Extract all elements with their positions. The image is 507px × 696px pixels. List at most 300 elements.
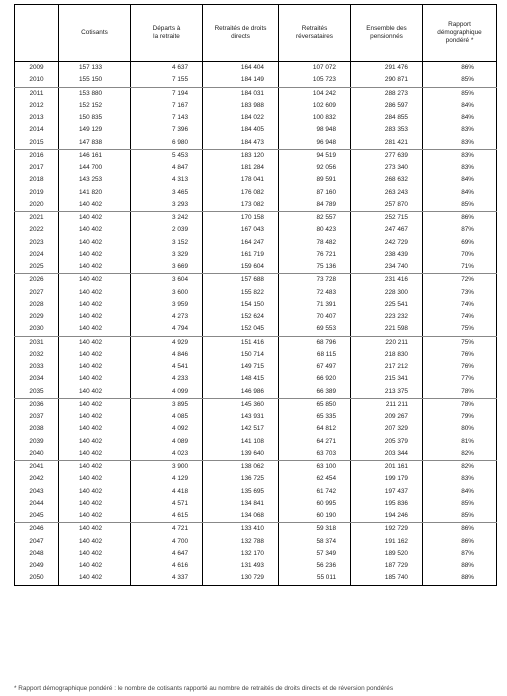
cell-retraites-droits-directs: 155 822 <box>203 287 279 299</box>
table-row <box>15 473 497 485</box>
cell-departs: 3 242 <box>131 212 203 225</box>
cell-cotisants: 140 402 <box>59 299 131 311</box>
cell-cotisants: 140 402 <box>59 498 131 510</box>
cell-ensemble-pensionnes: 291 476 <box>351 62 423 75</box>
cell-cotisants: 153 880 <box>59 87 131 100</box>
cell-year: 2035 <box>15 386 59 399</box>
cell-cotisants: 140 402 <box>59 274 131 287</box>
cell-departs: 4 616 <box>131 560 203 572</box>
cell-cotisants: 140 402 <box>59 448 131 461</box>
cell-rapport-demographique: 85% <box>423 510 497 523</box>
cell-departs: 4 129 <box>131 473 203 485</box>
cell-departs: 3 604 <box>131 274 203 287</box>
cell-departs: 4 647 <box>131 548 203 560</box>
table-row <box>15 373 497 385</box>
cell-departs: 6 980 <box>131 137 203 150</box>
cell-retraites-droits-directs: 131 493 <box>203 560 279 572</box>
cell-retraites-droits-directs: 134 841 <box>203 498 279 510</box>
cell-retraites-droits-directs: 184 149 <box>203 74 279 87</box>
cell-retraites-reversataires: 75 136 <box>279 261 351 274</box>
cell-retraites-reversataires: 73 728 <box>279 274 351 287</box>
cell-retraites-droits-directs: 135 695 <box>203 486 279 498</box>
cell-departs: 3 329 <box>131 249 203 261</box>
cell-year: 2048 <box>15 548 59 560</box>
cell-cotisants: 140 402 <box>59 323 131 336</box>
cell-ensemble-pensionnes: 194 246 <box>351 510 423 523</box>
cell-rapport-demographique: 69% <box>423 237 497 249</box>
cell-retraites-reversataires: 68 796 <box>279 336 351 349</box>
cell-retraites-droits-directs: 184 022 <box>203 112 279 124</box>
cell-retraites-reversataires: 89 591 <box>279 174 351 186</box>
cell-retraites-droits-directs: 157 688 <box>203 274 279 287</box>
cell-year: 2012 <box>15 100 59 112</box>
cell-rapport-demographique: 83% <box>423 162 497 174</box>
table-row <box>15 461 497 474</box>
cell-rapport-demographique: 81% <box>423 436 497 448</box>
cell-retraites-reversataires: 107 072 <box>279 62 351 75</box>
cell-retraites-droits-directs: 132 788 <box>203 536 279 548</box>
cell-ensemble-pensionnes: 231 416 <box>351 274 423 287</box>
cell-rapport-demographique: 85% <box>423 199 497 212</box>
table-row <box>15 174 497 186</box>
header-cotisants: Cotisants <box>59 5 131 62</box>
cell-year: 2046 <box>15 523 59 536</box>
cell-departs: 4 637 <box>131 62 203 75</box>
cell-retraites-reversataires: 62 454 <box>279 473 351 485</box>
table-row <box>15 261 497 274</box>
cell-departs: 7 396 <box>131 124 203 136</box>
table-row <box>15 149 497 162</box>
cell-year: 2025 <box>15 261 59 274</box>
cell-retraites-droits-directs: 141 108 <box>203 436 279 448</box>
cell-cotisants: 140 402 <box>59 212 131 225</box>
cell-departs: 4 099 <box>131 386 203 399</box>
cell-retraites-droits-directs: 136 725 <box>203 473 279 485</box>
cell-ensemble-pensionnes: 209 267 <box>351 411 423 423</box>
table-row <box>15 199 497 212</box>
cell-year: 2013 <box>15 112 59 124</box>
cell-rapport-demographique: 88% <box>423 560 497 572</box>
cell-retraites-droits-directs: 183 120 <box>203 149 279 162</box>
cell-departs: 5 453 <box>131 149 203 162</box>
cell-rapport-demographique: 80% <box>423 423 497 435</box>
table-row <box>15 287 497 299</box>
cell-ensemble-pensionnes: 207 329 <box>351 423 423 435</box>
cell-ensemble-pensionnes: 205 379 <box>351 436 423 448</box>
cell-retraites-reversataires: 56 236 <box>279 560 351 572</box>
table-row <box>15 100 497 112</box>
table-row <box>15 137 497 150</box>
table-row <box>15 212 497 225</box>
cell-rapport-demographique: 78% <box>423 386 497 399</box>
cell-retraites-reversataires: 58 374 <box>279 536 351 548</box>
table-row <box>15 572 497 585</box>
cell-rapport-demographique: 86% <box>423 536 497 548</box>
cell-rapport-demographique: 84% <box>423 100 497 112</box>
cell-rapport-demographique: 88% <box>423 572 497 585</box>
table-row <box>15 386 497 399</box>
cell-retraites-droits-directs: 181 284 <box>203 162 279 174</box>
cell-ensemble-pensionnes: 286 597 <box>351 100 423 112</box>
cell-rapport-demographique: 83% <box>423 137 497 150</box>
cell-rapport-demographique: 84% <box>423 187 497 199</box>
cell-retraites-reversataires: 66 920 <box>279 373 351 385</box>
cell-ensemble-pensionnes: 199 179 <box>351 473 423 485</box>
table-body <box>15 62 497 586</box>
cell-rapport-demographique: 78% <box>423 398 497 411</box>
cell-retraites-droits-directs: 173 082 <box>203 199 279 212</box>
table-row <box>15 323 497 336</box>
cell-ensemble-pensionnes: 283 353 <box>351 124 423 136</box>
cell-ensemble-pensionnes: 185 740 <box>351 572 423 585</box>
cell-year: 2023 <box>15 237 59 249</box>
cell-cotisants: 140 402 <box>59 436 131 448</box>
cell-retraites-reversataires: 70 407 <box>279 311 351 323</box>
cell-departs: 7 194 <box>131 87 203 100</box>
cell-ensemble-pensionnes: 197 437 <box>351 486 423 498</box>
cell-cotisants: 155 150 <box>59 74 131 87</box>
cell-cotisants: 143 253 <box>59 174 131 186</box>
table-row <box>15 299 497 311</box>
cell-rapport-demographique: 72% <box>423 274 497 287</box>
table-row <box>15 112 497 124</box>
cell-year: 2047 <box>15 536 59 548</box>
cell-ensemble-pensionnes: 213 375 <box>351 386 423 399</box>
cell-retraites-reversataires: 82 557 <box>279 212 351 225</box>
cell-year: 2010 <box>15 74 59 87</box>
cell-year: 2040 <box>15 448 59 461</box>
cell-retraites-reversataires: 71 391 <box>279 299 351 311</box>
cell-year: 2043 <box>15 486 59 498</box>
cell-retraites-droits-directs: 148 415 <box>203 373 279 385</box>
cell-departs: 4 929 <box>131 336 203 349</box>
cell-departs: 3 465 <box>131 187 203 199</box>
cell-rapport-demographique: 74% <box>423 311 497 323</box>
projection-table-container <box>14 4 496 586</box>
cell-retraites-droits-directs: 145 360 <box>203 398 279 411</box>
cell-cotisants: 140 402 <box>59 361 131 373</box>
cell-cotisants: 146 161 <box>59 149 131 162</box>
cell-retraites-reversataires: 69 553 <box>279 323 351 336</box>
cell-rapport-demographique: 71% <box>423 261 497 274</box>
cell-departs: 4 794 <box>131 323 203 336</box>
cell-retraites-reversataires: 65 850 <box>279 398 351 411</box>
cell-ensemble-pensionnes: 281 421 <box>351 137 423 150</box>
cell-cotisants: 140 402 <box>59 261 131 274</box>
cell-ensemble-pensionnes: 277 639 <box>351 149 423 162</box>
cell-rapport-demographique: 85% <box>423 498 497 510</box>
cell-departs: 3 900 <box>131 461 203 474</box>
cell-cotisants: 140 402 <box>59 349 131 361</box>
cell-retraites-droits-directs: 178 041 <box>203 174 279 186</box>
cell-rapport-demographique: 86% <box>423 62 497 75</box>
cell-ensemble-pensionnes: 191 162 <box>351 536 423 548</box>
cell-cotisants: 140 402 <box>59 461 131 474</box>
cell-ensemble-pensionnes: 238 439 <box>351 249 423 261</box>
cell-retraites-reversataires: 102 609 <box>279 100 351 112</box>
cell-ensemble-pensionnes: 252 715 <box>351 212 423 225</box>
cell-year: 2032 <box>15 349 59 361</box>
cell-ensemble-pensionnes: 211 211 <box>351 398 423 411</box>
cell-cotisants: 140 402 <box>59 287 131 299</box>
cell-year: 2015 <box>15 137 59 150</box>
table-row <box>15 548 497 560</box>
cell-cotisants: 140 402 <box>59 386 131 399</box>
cell-departs: 3 669 <box>131 261 203 274</box>
cell-ensemble-pensionnes: 228 300 <box>351 287 423 299</box>
cell-retraites-reversataires: 72 483 <box>279 287 351 299</box>
cell-cotisants: 140 402 <box>59 560 131 572</box>
cell-ensemble-pensionnes: 225 541 <box>351 299 423 311</box>
cell-departs: 4 846 <box>131 349 203 361</box>
cell-year: 2028 <box>15 299 59 311</box>
cell-cotisants: 140 402 <box>59 336 131 349</box>
cell-rapport-demographique: 76% <box>423 349 497 361</box>
cell-departs: 4 273 <box>131 311 203 323</box>
cell-rapport-demographique: 85% <box>423 74 497 87</box>
table-row <box>15 237 497 249</box>
cell-ensemble-pensionnes: 220 211 <box>351 336 423 349</box>
cell-departs: 4 085 <box>131 411 203 423</box>
cell-cotisants: 140 402 <box>59 548 131 560</box>
table-row <box>15 510 497 523</box>
cell-ensemble-pensionnes: 217 212 <box>351 361 423 373</box>
cell-year: 2033 <box>15 361 59 373</box>
cell-cotisants: 141 820 <box>59 187 131 199</box>
cell-ensemble-pensionnes: 223 232 <box>351 311 423 323</box>
cell-ensemble-pensionnes: 201 161 <box>351 461 423 474</box>
cell-retraites-reversataires: 76 721 <box>279 249 351 261</box>
cell-rapport-demographique: 76% <box>423 361 497 373</box>
header-year <box>15 5 59 62</box>
cell-retraites-reversataires: 65 335 <box>279 411 351 423</box>
cell-departs: 4 418 <box>131 486 203 498</box>
cell-retraites-droits-directs: 184 031 <box>203 87 279 100</box>
cell-ensemble-pensionnes: 263 243 <box>351 187 423 199</box>
cell-rapport-demographique: 75% <box>423 336 497 349</box>
cell-retraites-reversataires: 104 242 <box>279 87 351 100</box>
cell-cotisants: 140 402 <box>59 510 131 523</box>
cell-departs: 4 700 <box>131 536 203 548</box>
cell-ensemble-pensionnes: 218 830 <box>351 349 423 361</box>
cell-retraites-reversataires: 98 948 <box>279 124 351 136</box>
cell-ensemble-pensionnes: 203 344 <box>351 448 423 461</box>
cell-year: 2050 <box>15 572 59 585</box>
table-row <box>15 224 497 236</box>
cell-year: 2031 <box>15 336 59 349</box>
cell-rapport-demographique: 86% <box>423 523 497 536</box>
cell-ensemble-pensionnes: 242 729 <box>351 237 423 249</box>
cell-cotisants: 140 402 <box>59 224 131 236</box>
cell-departs: 7 155 <box>131 74 203 87</box>
table-row <box>15 436 497 448</box>
cell-retraites-droits-directs: 154 150 <box>203 299 279 311</box>
cell-departs: 3 600 <box>131 287 203 299</box>
table-row <box>15 74 497 87</box>
header-departs: Départs à la retraite <box>131 5 203 62</box>
cell-rapport-demographique: 82% <box>423 448 497 461</box>
cell-rapport-demographique: 84% <box>423 486 497 498</box>
cell-retraites-reversataires: 84 789 <box>279 199 351 212</box>
cell-departs: 3 895 <box>131 398 203 411</box>
cell-year: 2036 <box>15 398 59 411</box>
cell-retraites-droits-directs: 149 715 <box>203 361 279 373</box>
cell-rapport-demographique: 83% <box>423 149 497 162</box>
cell-year: 2021 <box>15 212 59 225</box>
cell-cotisants: 140 402 <box>59 486 131 498</box>
cell-departs: 7 143 <box>131 112 203 124</box>
cell-cotisants: 150 835 <box>59 112 131 124</box>
cell-departs: 4 615 <box>131 510 203 523</box>
cell-year: 2034 <box>15 373 59 385</box>
cell-cotisants: 140 402 <box>59 237 131 249</box>
cell-year: 2039 <box>15 436 59 448</box>
table-row <box>15 448 497 461</box>
cell-cotisants: 140 402 <box>59 523 131 536</box>
cell-retraites-reversataires: 68 115 <box>279 349 351 361</box>
cell-retraites-droits-directs: 138 062 <box>203 461 279 474</box>
cell-cotisants: 140 402 <box>59 536 131 548</box>
cell-retraites-reversataires: 64 271 <box>279 436 351 448</box>
cell-departs: 4 847 <box>131 162 203 174</box>
cell-year: 2022 <box>15 224 59 236</box>
cell-rapport-demographique: 74% <box>423 299 497 311</box>
cell-year: 2045 <box>15 510 59 523</box>
cell-rapport-demographique: 87% <box>423 224 497 236</box>
cell-cotisants: 149 129 <box>59 124 131 136</box>
cell-rapport-demographique: 79% <box>423 411 497 423</box>
table-row <box>15 423 497 435</box>
table-row <box>15 249 497 261</box>
cell-ensemble-pensionnes: 234 740 <box>351 261 423 274</box>
table-row <box>15 349 497 361</box>
cell-retraites-droits-directs: 133 410 <box>203 523 279 536</box>
cell-retraites-droits-directs: 184 405 <box>203 124 279 136</box>
table-row <box>15 162 497 174</box>
cell-year: 2018 <box>15 174 59 186</box>
cell-cotisants: 140 402 <box>59 249 131 261</box>
cell-retraites-droits-directs: 167 043 <box>203 224 279 236</box>
table-row <box>15 87 497 100</box>
cell-year: 2019 <box>15 187 59 199</box>
cell-retraites-reversataires: 96 948 <box>279 137 351 150</box>
cell-retraites-droits-directs: 130 729 <box>203 572 279 585</box>
cell-rapport-demographique: 86% <box>423 212 497 225</box>
cell-year: 2042 <box>15 473 59 485</box>
table-header-row <box>15 5 497 62</box>
cell-rapport-demographique: 85% <box>423 87 497 100</box>
cell-ensemble-pensionnes: 257 870 <box>351 199 423 212</box>
cell-rapport-demographique: 82% <box>423 461 497 474</box>
cell-year: 2024 <box>15 249 59 261</box>
cell-retraites-droits-directs: 151 416 <box>203 336 279 349</box>
cell-rapport-demographique: 83% <box>423 473 497 485</box>
cell-cotisants: 157 133 <box>59 62 131 75</box>
cell-retraites-reversataires: 66 389 <box>279 386 351 399</box>
cell-departs: 4 233 <box>131 373 203 385</box>
cell-ensemble-pensionnes: 187 729 <box>351 560 423 572</box>
cell-ensemble-pensionnes: 221 598 <box>351 323 423 336</box>
cell-ensemble-pensionnes: 288 273 <box>351 87 423 100</box>
cell-ensemble-pensionnes: 189 520 <box>351 548 423 560</box>
cell-retraites-reversataires: 61 742 <box>279 486 351 498</box>
cell-retraites-reversataires: 59 318 <box>279 523 351 536</box>
cell-retraites-reversataires: 55 011 <box>279 572 351 585</box>
cell-ensemble-pensionnes: 284 855 <box>351 112 423 124</box>
table-row <box>15 361 497 373</box>
cell-retraites-droits-directs: 184 473 <box>203 137 279 150</box>
cell-departs: 7 167 <box>131 100 203 112</box>
cell-retraites-droits-directs: 150 714 <box>203 349 279 361</box>
cell-year: 2029 <box>15 311 59 323</box>
cell-retraites-droits-directs: 146 986 <box>203 386 279 399</box>
cell-rapport-demographique: 73% <box>423 287 497 299</box>
cell-retraites-reversataires: 60 190 <box>279 510 351 523</box>
cell-rapport-demographique: 70% <box>423 249 497 261</box>
cell-ensemble-pensionnes: 290 871 <box>351 74 423 87</box>
cell-year: 2016 <box>15 149 59 162</box>
cell-cotisants: 140 402 <box>59 373 131 385</box>
cell-year: 2037 <box>15 411 59 423</box>
cell-retraites-droits-directs: 134 068 <box>203 510 279 523</box>
cell-retraites-reversataires: 100 832 <box>279 112 351 124</box>
cell-cotisants: 152 152 <box>59 100 131 112</box>
cell-departs: 3 152 <box>131 237 203 249</box>
cell-retraites-droits-directs: 176 082 <box>203 187 279 199</box>
table-row <box>15 398 497 411</box>
cell-cotisants: 140 402 <box>59 398 131 411</box>
cell-retraites-reversataires: 87 160 <box>279 187 351 199</box>
cell-ensemble-pensionnes: 192 729 <box>351 523 423 536</box>
cell-departs: 4 337 <box>131 572 203 585</box>
cell-rapport-demographique: 77% <box>423 373 497 385</box>
cell-retraites-droits-directs: 132 170 <box>203 548 279 560</box>
table-row <box>15 486 497 498</box>
cell-cotisants: 140 402 <box>59 572 131 585</box>
header-ensemble-pensionnes: Ensemble des pensionnés <box>351 5 423 62</box>
cell-rapport-demographique: 87% <box>423 548 497 560</box>
cell-year: 2020 <box>15 199 59 212</box>
cell-retraites-droits-directs: 164 247 <box>203 237 279 249</box>
cell-year: 2041 <box>15 461 59 474</box>
cell-retraites-reversataires: 78 482 <box>279 237 351 249</box>
cell-rapport-demographique: 84% <box>423 174 497 186</box>
cell-year: 2030 <box>15 323 59 336</box>
cell-retraites-droits-directs: 139 640 <box>203 448 279 461</box>
cell-retraites-droits-directs: 143 931 <box>203 411 279 423</box>
cell-departs: 4 089 <box>131 436 203 448</box>
cell-retraites-droits-directs: 142 517 <box>203 423 279 435</box>
table-row <box>15 187 497 199</box>
cell-retraites-reversataires: 57 349 <box>279 548 351 560</box>
cell-departs: 4 541 <box>131 361 203 373</box>
cell-ensemble-pensionnes: 247 467 <box>351 224 423 236</box>
table-row <box>15 411 497 423</box>
cell-departs: 4 571 <box>131 498 203 510</box>
cell-cotisants: 147 838 <box>59 137 131 150</box>
cell-departs: 4 092 <box>131 423 203 435</box>
table-row <box>15 311 497 323</box>
cell-cotisants: 140 402 <box>59 411 131 423</box>
cell-rapport-demographique: 83% <box>423 124 497 136</box>
cell-retraites-droits-directs: 161 719 <box>203 249 279 261</box>
cell-year: 2017 <box>15 162 59 174</box>
cell-cotisants: 144 700 <box>59 162 131 174</box>
header-rapport-demographique: Rapport démographique pondéré * <box>423 5 497 62</box>
cell-retraites-droits-directs: 183 988 <box>203 100 279 112</box>
cell-departs: 2 039 <box>131 224 203 236</box>
cell-year: 2044 <box>15 498 59 510</box>
